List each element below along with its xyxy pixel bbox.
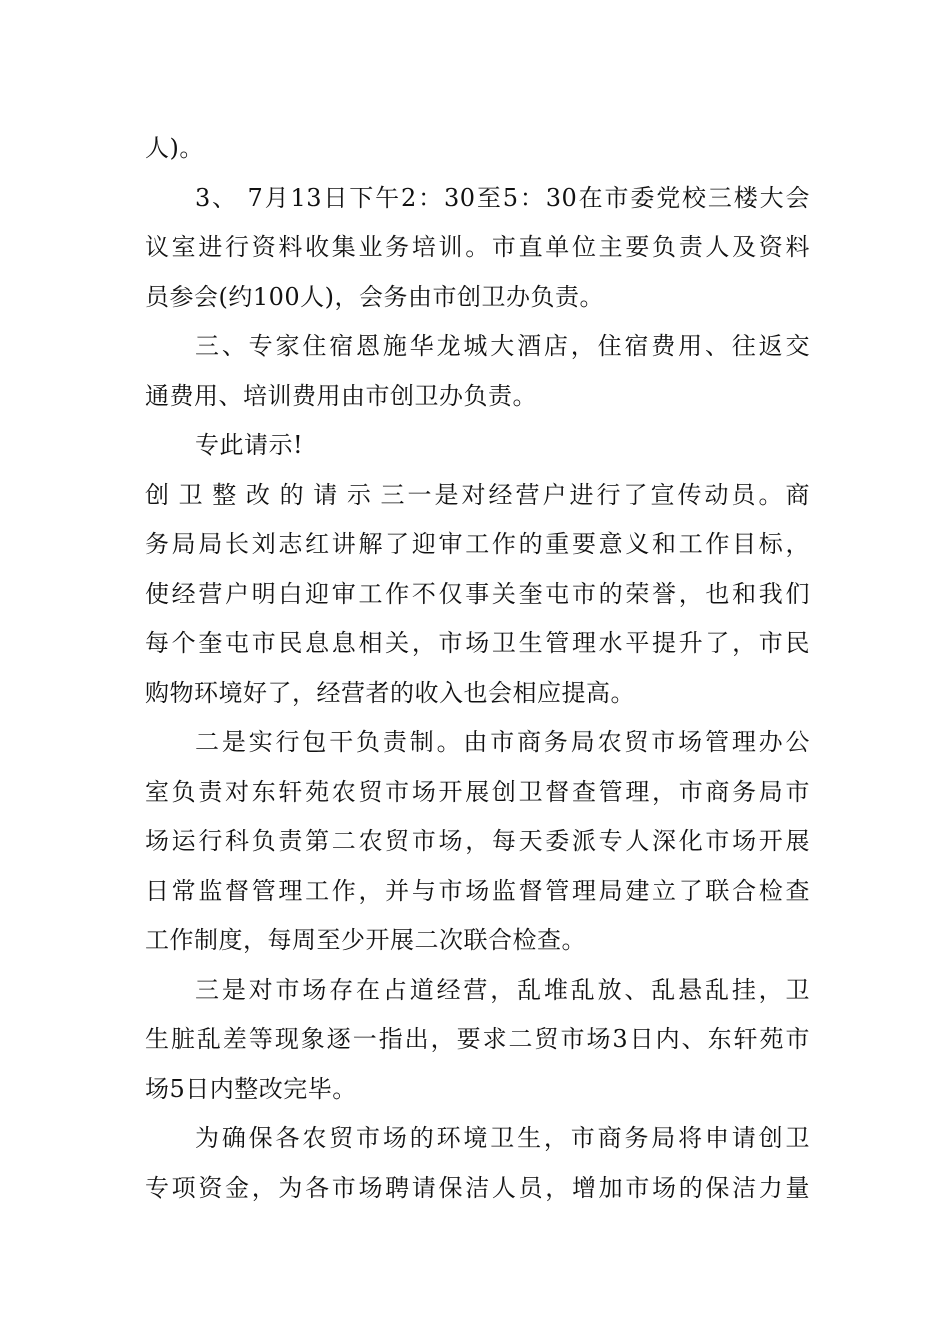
text-line-5: 三、专家住宿恩施华龙城大酒店，住宿费用、往返交 — [195, 332, 810, 360]
text-line-11: 每个奎屯市民息息相关，市场卫生管理水平提升了，市民 — [145, 629, 810, 657]
text-line-17: 工作制度，每周至少开展二次联合检查。 — [145, 926, 586, 954]
text-line-13: 二是实行包干负责制。由市商务局农贸市场管理办公 — [195, 728, 810, 756]
text-line-18: 三是对市场存在占道经营，乱堆乱放、乱悬乱挂，卫 — [195, 975, 810, 1004]
text-line-10: 使经营户明白迎审工作不仅事关奎屯市的荣誉，也和我们 — [145, 579, 810, 608]
text-line-16: 日常监督管理工作，并与市场监督管理局建立了联合检查 — [145, 876, 810, 905]
text-line-3: 议室进行资料收集业务培训。市直单位主要负责人及资料 — [145, 233, 810, 261]
text-line-20: 场5日内整改完毕。 — [145, 1074, 357, 1103]
section-heading: 创卫整改的请示三 — [145, 480, 405, 509]
text-line-22: 专项资金，为各市场聘请保洁人员，增加市场的保洁力量 — [145, 1173, 810, 1202]
text-line-9: 务局局长刘志红讲解了迎审工作的重要意义和工作目标， — [145, 530, 810, 558]
text-line-1: 人)。 — [145, 134, 204, 162]
section-heading-line: 创卫整改的请示三一是对经营户进行了宣传动员。商 — [145, 471, 810, 521]
text-line-4: 员参会(约100人)，会务由市创卫办负责。 — [145, 282, 605, 311]
closing-line: 专此请示! — [195, 431, 304, 459]
text-line-19: 生脏乱差等现象逐一指出，要求二贸市场3日内、东轩苑市 — [145, 1025, 810, 1053]
text-line-14: 室负责对东轩苑农贸市场开展创卫督查管理，市商务局市 — [145, 777, 810, 806]
document-body — [145, 124, 810, 1213]
text-line-6: 通费用、培训费用由市创卫办负责。 — [145, 381, 537, 410]
text-line-21: 为确保各农贸市场的环境卫生，市商务局将申请创卫 — [195, 1124, 810, 1152]
text-line-15: 场运行科负责第二农贸市场，每天委派专人深化市场开展 — [145, 827, 810, 855]
text-line-12: 购物环境好了，经营者的收入也会相应提高。 — [145, 678, 635, 707]
text-line-2: 3、 7月13日下午2：30至5：30在市委党校三楼大会 — [195, 183, 810, 212]
